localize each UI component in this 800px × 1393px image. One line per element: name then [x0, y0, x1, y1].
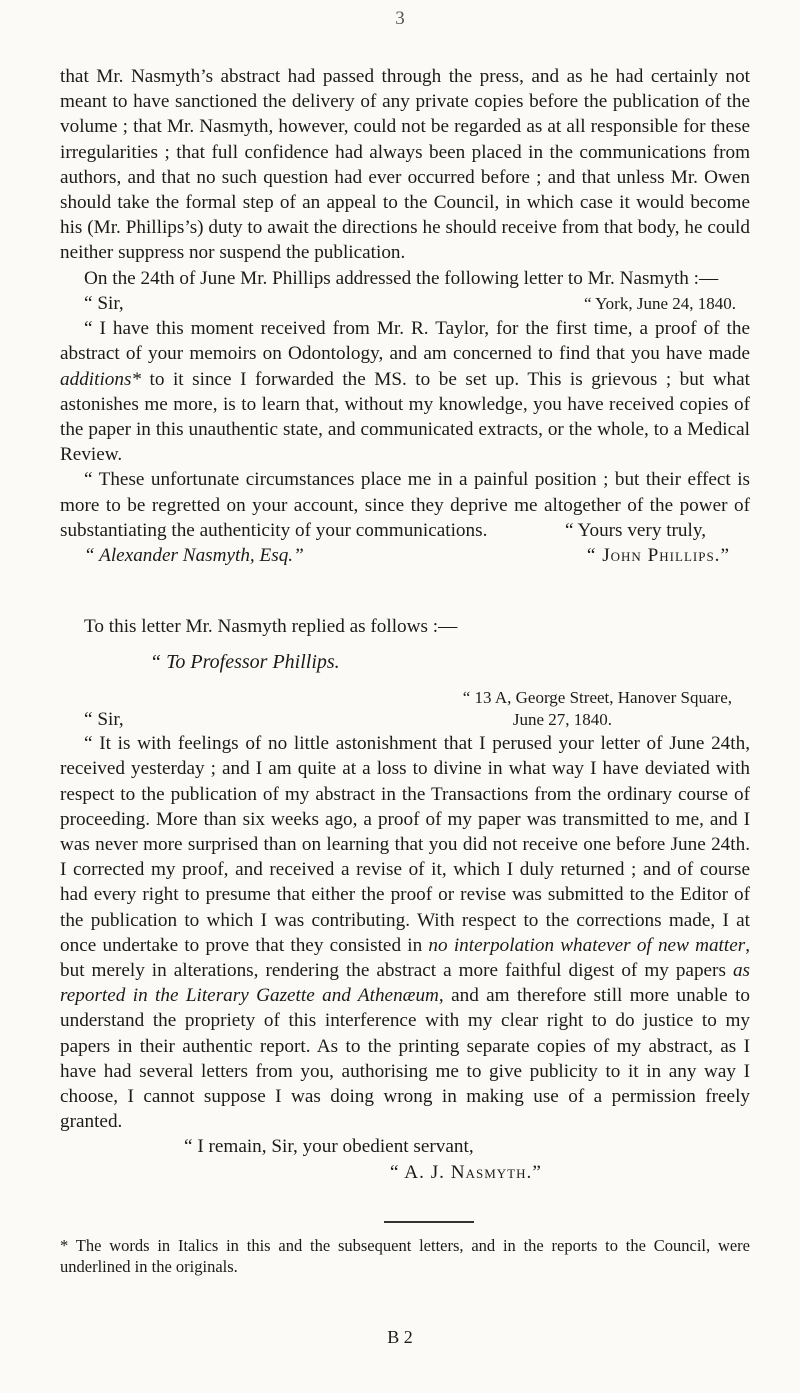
- footnote: * The words in Italics in this and the subsequent letters, and in the reports to the Council, were underlined in the originals.: [60, 1236, 750, 1276]
- letter-footer: [60, 543, 750, 568]
- addressee: “ Alexander Nasmyth, Esq.”: [84, 545, 304, 567]
- letter-closing: “ Yours very truly,: [564, 520, 706, 542]
- letter-paragraph: “ These unfortunate circumstances place me in a painful position ; but their effect is more to be regretted on your account, since they deprive me altogether of the power of substantiating the authenticity of your communications.: [60, 469, 750, 541]
- date: June 27, 1840.: [512, 710, 612, 730]
- signature: “ John Phillips.”: [586, 545, 730, 567]
- main-text: [60, 64, 750, 291]
- letter-paragraph: “ It is with feelings of no little astonishment that I perused your letter of June 24th, received yesterday ; and I am quite at a loss to divine in what way I have deviated with respect to the publication of my abstract in the Transactions from the ordinary course of proceeding. More than six weeks ago, a proof of my paper was transmitted to me, and I was never more surprised than on learning that you did not receive one before June 24th. I corrected my proof, and received a revise of it, which I duly returned ; and of course had every right to presume that either the proof or revise was submitted to the Editor of the publication to which I was contributing. With respect to the corrections made, I at once undertake to prove that they consisted in no interpolation whatever of new matter, but merely in alterations, rendering the abstract a more faithful digest of my papers as reported in the Literary Gazette and Athenæum, and am therefore still more unable to understand the propriety of this interference with my clear right to do justice to my papers in their authentic report. As to the printing separate copies of my abstract, as I have had several letters from you, authorising me to give publicity to it in any way I choose, I cannot suppose I was doing wrong in making use of a permission freely granted.: [60, 733, 750, 1133]
- letter-header: [60, 291, 750, 316]
- letter-header: [60, 709, 750, 731]
- paragraph-intro-letter: On the 24th of June Mr. Phillips addressed the following letter to Mr. Nasmyth :—: [84, 267, 719, 289]
- salutation: “ Sir,: [84, 709, 124, 731]
- footnote-rule: [384, 1221, 474, 1223]
- letter-phillips: [60, 291, 750, 568]
- letter-heading: “ To Professor Phillips.: [150, 651, 340, 673]
- signature-mark: B 2: [387, 1327, 413, 1347]
- page-number: 3: [395, 8, 405, 29]
- letter-closing: “ I remain, Sir, your obedient servant,: [184, 1136, 474, 1158]
- address: “ 13 A, George Street, Hanover Square,: [462, 688, 732, 708]
- letter-nasmyth: [60, 650, 750, 1185]
- dateline: “ York, June 24, 1840.: [583, 294, 736, 313]
- letter-paragraph: “ I have this moment received from Mr. R. Taylor, for the first time, a proof of the abstract of your memoirs on Odontology, and am concerned to find that you have made additions* to it since I forwarded the MS. to be set up. This is grievous ; but what astonishes me more, is to learn that, without my knowledge, you have received copies of the paper in this unauthentic state, and communicated extracts, or the whole, to a Medical Review.: [60, 318, 750, 466]
- paragraph-continued: that Mr. Nasmyth’s abstract had passed through the press, and as he had certainly not meant to have sanctioned the delivery of any private copies before the publication of the volume ; that Mr. Nasmyth, however, could not be regarded as at all responsible for these irregularities ; that full confidence had always been placed in the communications from authors, and that no such question had ever occurred before ; and that unless Mr. Owen should take the formal step of an appeal to the Council, in which case it would become his (Mr. Phillips’s) duty to await the directions he should receive from that body, he could neither suppress nor suspend the publication.: [60, 66, 750, 264]
- salutation: “ Sir,: [84, 293, 124, 314]
- reply-intro: To this letter Mr. Nasmyth replied as follows :—: [84, 616, 458, 637]
- signature: “ A. J. Nasmyth.”: [390, 1161, 542, 1183]
